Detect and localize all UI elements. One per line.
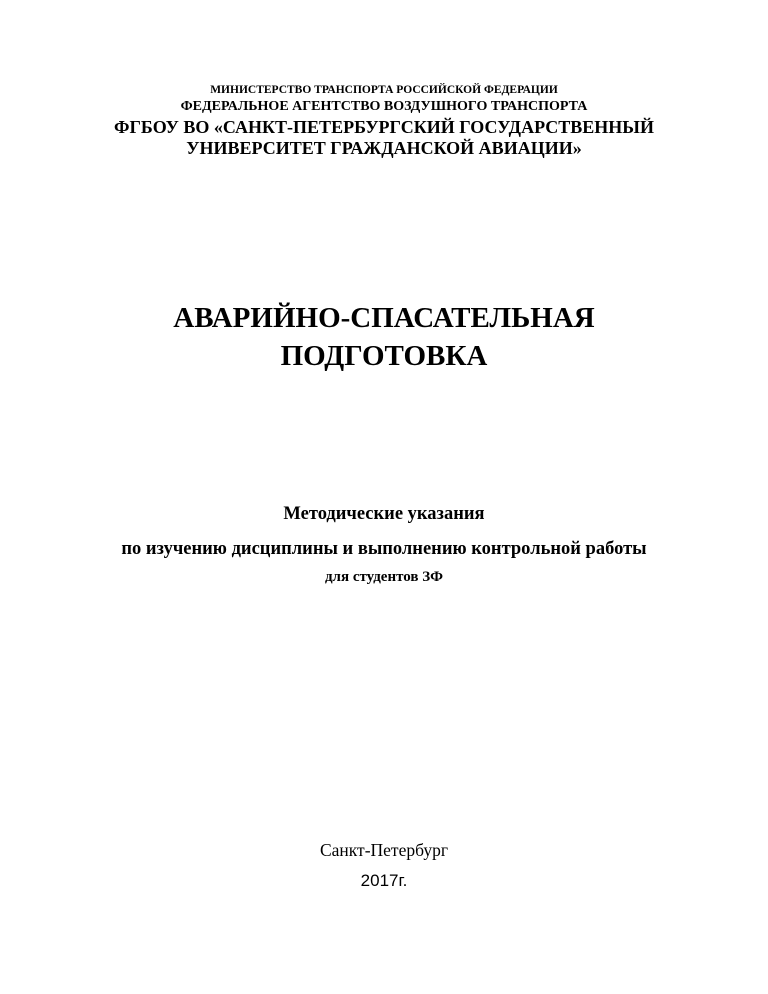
publication-city: Санкт-Петербург	[319, 840, 449, 860]
document-audience: для студентов ЗФ	[324, 569, 444, 585]
agency-name: ФЕДЕРАЛЬНОЕ АГЕНТСТВО ВОЗДУШНОГО ТРАНСПОРТА	[180, 99, 588, 114]
publication-year: 2017г.	[360, 871, 408, 890]
document-type: Методические указания	[283, 504, 485, 524]
document-purpose: по изучению дисциплины и выполнению контрольной работы	[121, 539, 647, 559]
document-title-line-1: АВАРИЙНО-СПАСАТЕЛЬНАЯ	[173, 302, 595, 334]
document-title-line-2: ПОДГОТОВКА	[280, 340, 488, 372]
university-name-line-1: ФГБОУ ВО «САНКТ-ПЕТЕРБУРГСКИЙ ГОСУДАРСТВЕННЫЙ	[114, 117, 654, 137]
ministry-name: МИНИСТЕРСТВО ТРАНСПОРТА РОССИЙСКОЙ ФЕДЕРАЦИИ	[210, 84, 558, 96]
university-name-line-2: УНИВЕРСИТЕТ ГРАЖДАНСКОЙ АВИАЦИИ»	[186, 138, 582, 158]
